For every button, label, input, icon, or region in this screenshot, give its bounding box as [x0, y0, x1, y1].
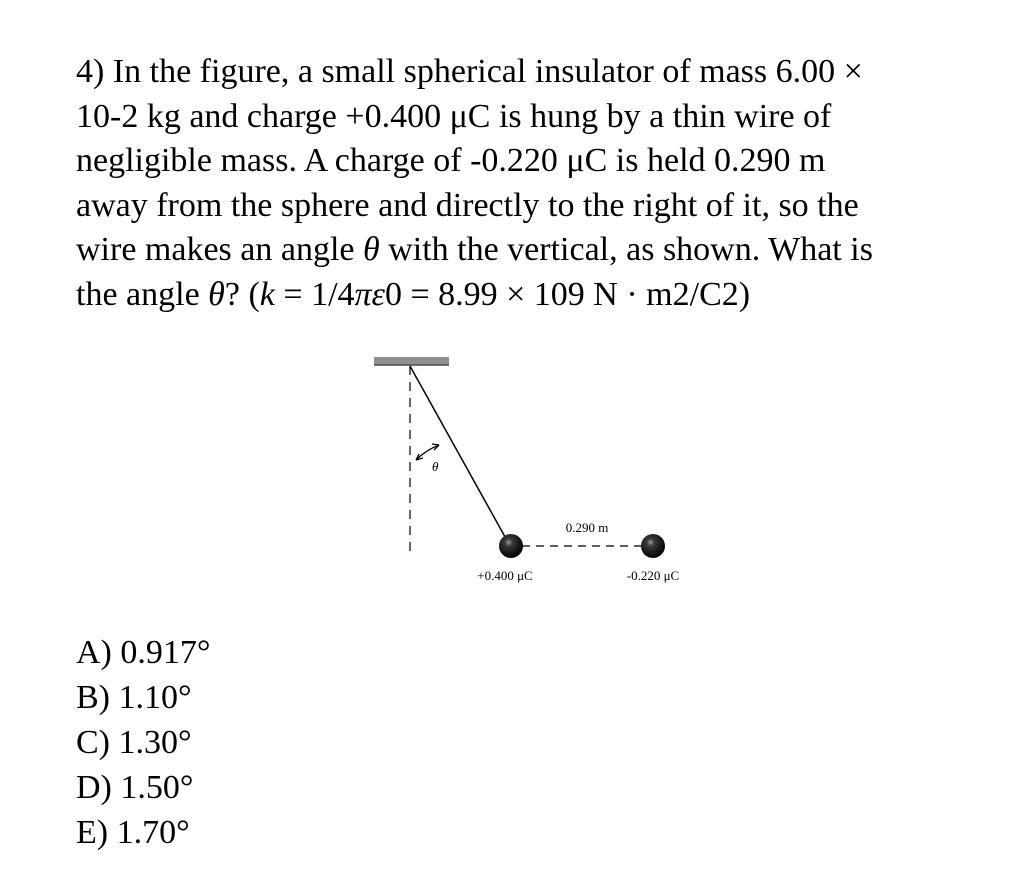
answer-option-a: A) 0.917°: [76, 634, 211, 671]
question-line-6-start: the angle: [76, 275, 200, 313]
constant-part-1: = 1/4: [274, 275, 355, 313]
right-sphere: [641, 534, 665, 558]
question-line-4: away from the sphere and directly to the right of it, so the: [76, 186, 859, 224]
question-line-5-end: with the vertical, as shown. What is: [388, 231, 873, 268]
answer-option-c: C) 1.30°: [76, 724, 192, 761]
theta-symbol: θ: [208, 275, 225, 313]
left-charge-label: +0.400 μC: [477, 568, 533, 583]
question-line-5: [76, 228, 976, 273]
answer-option-e: E) 1.70°: [76, 814, 190, 851]
k-symbol: k: [259, 275, 275, 313]
ceiling-support: [374, 357, 449, 365]
question-paren: ? (: [224, 275, 260, 313]
question-line-3: negligible mass. A charge of -0.220 μC is held 0.290 m: [76, 142, 826, 179]
constant-part-2: 0 = 8.99 × 109 N · m2/C2): [384, 275, 751, 313]
wire: [410, 366, 509, 544]
answer-option-b: B) 1.10°: [76, 679, 192, 716]
question-line-5-start: wire makes an angle: [76, 231, 355, 268]
question-text: [76, 50, 976, 317]
pendulum-diagram: [360, 345, 720, 595]
angle-label: θ: [432, 459, 439, 474]
right-charge-label: -0.220 μC: [626, 568, 680, 583]
question-line-6: [76, 273, 976, 318]
pendulum-figure: [360, 345, 720, 595]
answer-choices: [76, 630, 210, 855]
theta-symbol: θ: [363, 231, 380, 268]
angle-arc: [416, 445, 439, 460]
distance-label: 0.290 m: [565, 520, 609, 535]
question-line-2: 10-2 kg and charge +0.400 μC is hung by a thin wire of: [76, 97, 832, 135]
answer-option-d: D) 1.50°: [76, 769, 194, 806]
left-sphere: [499, 534, 523, 558]
question-line-1: 4) In the figure, a small spherical insulator of mass 6.00 ×: [76, 53, 863, 90]
pi-epsilon-symbol: πε: [354, 275, 385, 313]
